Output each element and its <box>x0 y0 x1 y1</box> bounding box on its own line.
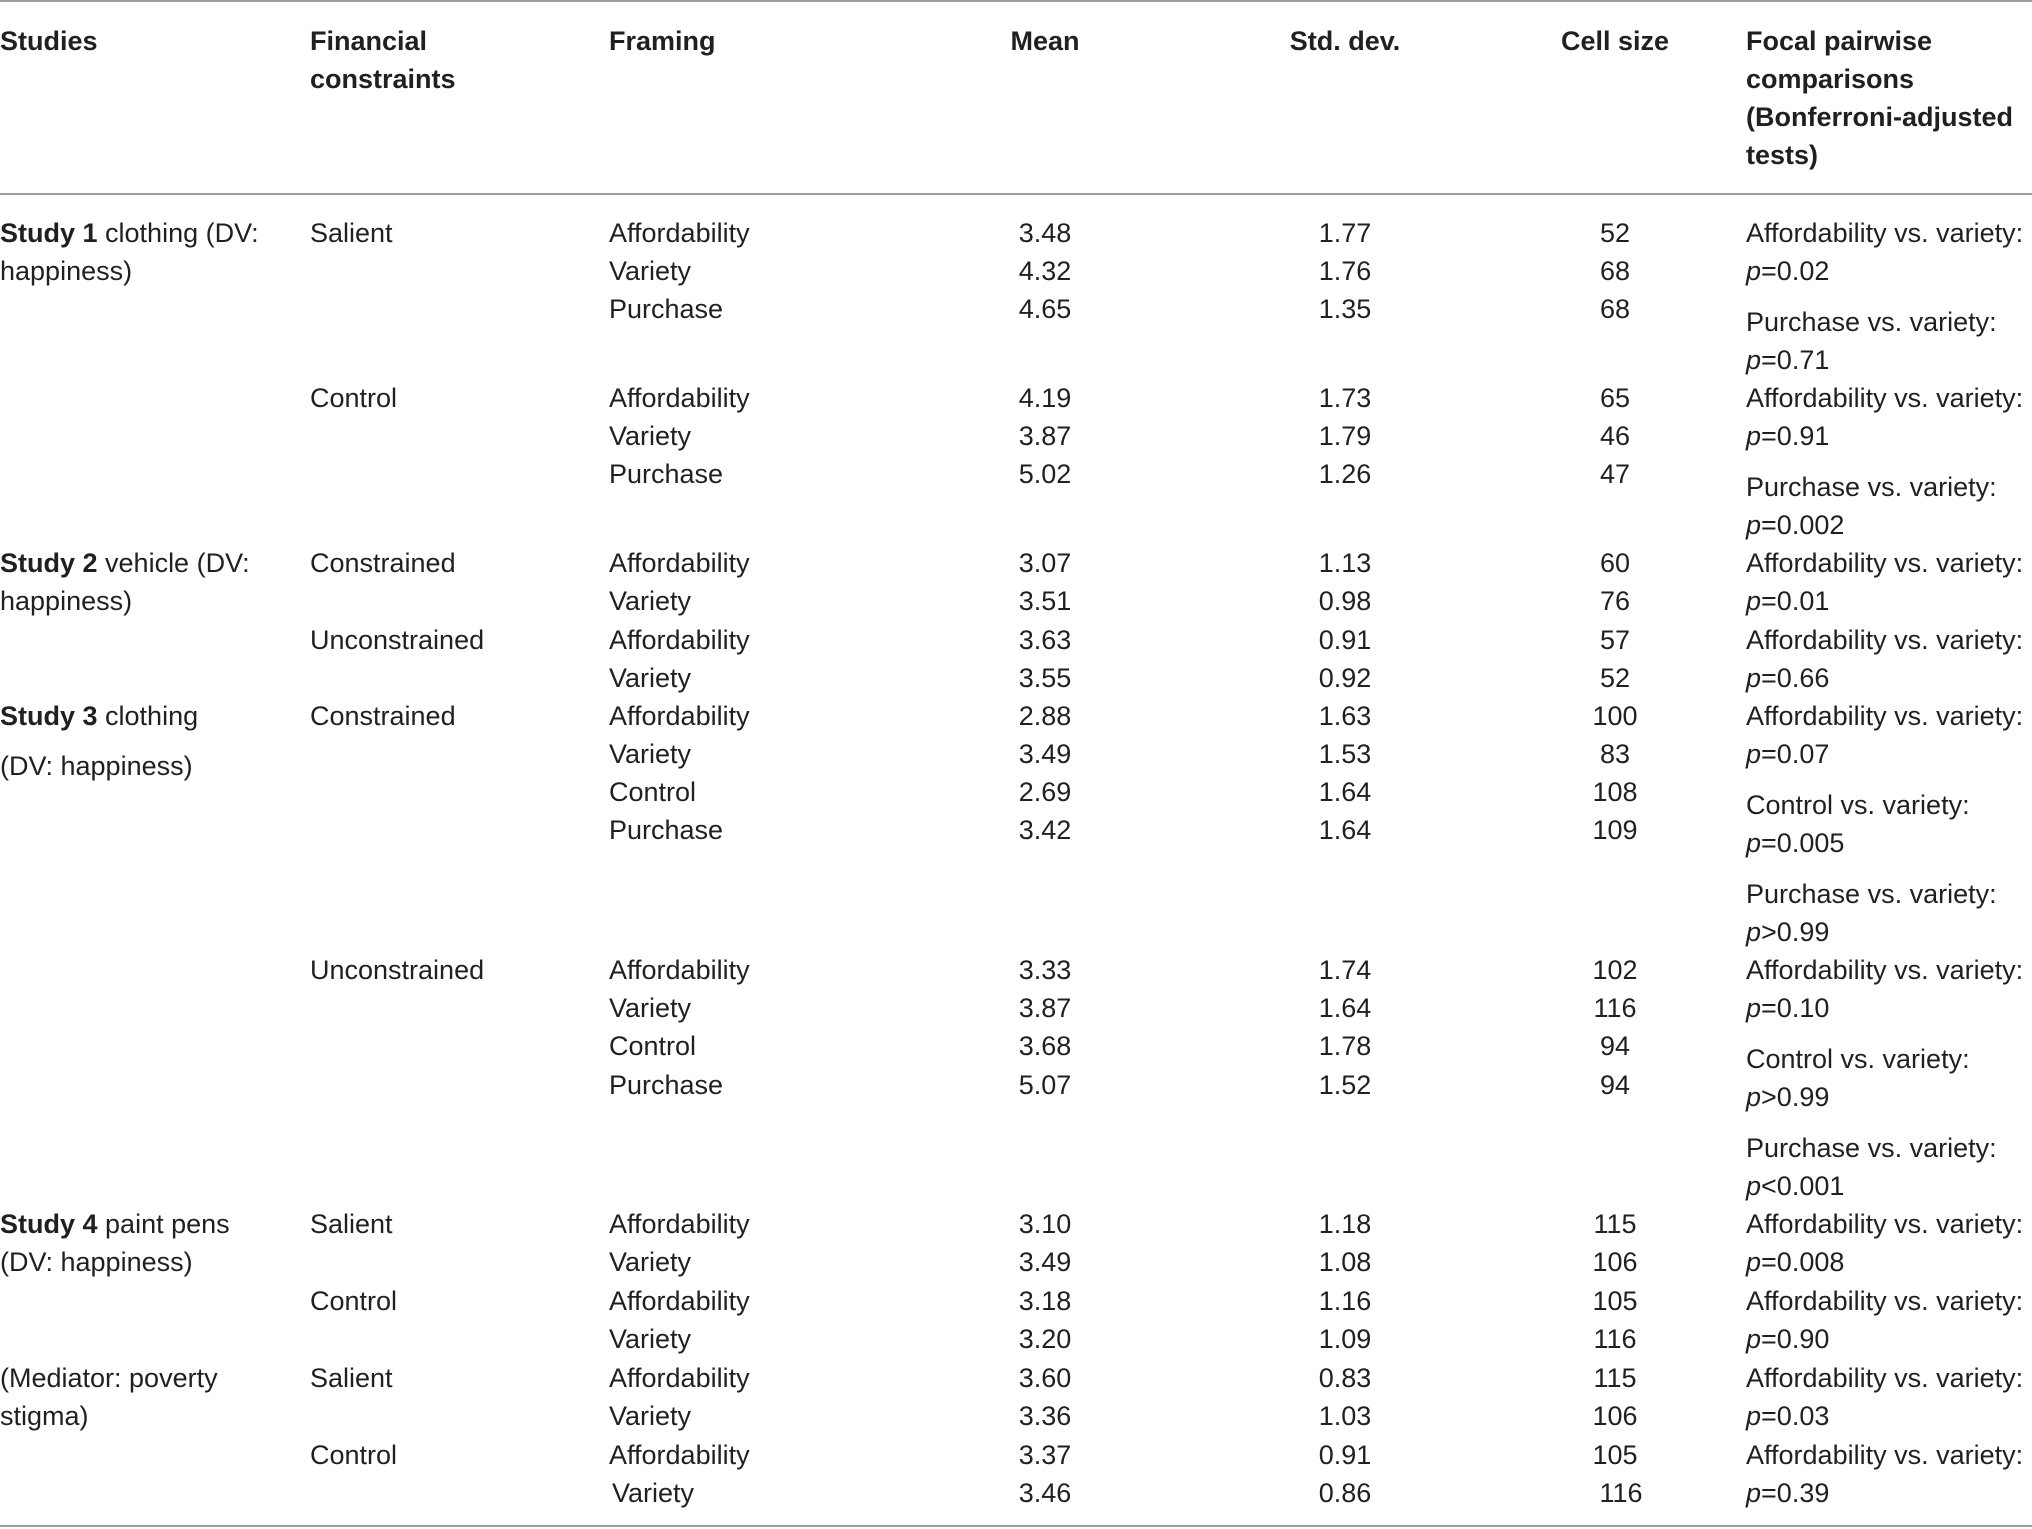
p-symbol: p <box>1746 917 1762 947</box>
sd-cell: 1.74 <box>1318 955 1372 985</box>
p-symbol: p <box>1746 1082 1762 1112</box>
sd-cell: 1.35 <box>1318 294 1372 324</box>
financial-cell: Constrained <box>310 548 456 578</box>
p-symbol: p <box>1746 993 1762 1023</box>
framing-cell: Affordability <box>609 1440 750 1470</box>
mean-cell: 3.20 <box>1018 1324 1072 1354</box>
sd-cell: 1.13 <box>1318 548 1372 578</box>
mean-cell: 3.37 <box>1018 1440 1072 1470</box>
cell-size-cell: 105 <box>1592 1440 1638 1470</box>
cell-size-cell: 60 <box>1599 548 1631 578</box>
p-value: =0.71 <box>1761 345 1830 375</box>
focal-label: Affordability vs. variety: <box>1746 1363 2024 1393</box>
sd-cell: 1.78 <box>1318 1031 1372 1061</box>
focal-label: Affordability vs. variety: <box>1746 625 2024 655</box>
cell-size-cell: 46 <box>1599 421 1631 451</box>
header-focal-line4: tests) <box>1746 140 1819 170</box>
cell-size-cell: 102 <box>1592 955 1638 985</box>
sd-cell: 1.63 <box>1318 701 1372 731</box>
focal-label: Purchase vs. variety: <box>1746 307 1997 337</box>
sd-cell: 0.92 <box>1318 663 1372 693</box>
focal-pvalue <box>1746 341 1829 379</box>
framing-cell: Variety <box>609 1401 692 1431</box>
focal-label: Purchase vs. variety: <box>1746 1133 1997 1163</box>
framing-cell: Affordability <box>609 1363 750 1393</box>
framing-cell: Purchase <box>609 815 724 845</box>
study-4-line2: (DV: happiness) <box>0 1247 193 1277</box>
mean-cell: 3.60 <box>1018 1363 1072 1393</box>
mean-cell: 5.02 <box>1018 459 1072 489</box>
study-3-rest: clothing <box>97 701 199 731</box>
mean-cell: 2.88 <box>1018 701 1072 731</box>
sd-cell: 1.18 <box>1318 1209 1372 1239</box>
sd-cell: 0.91 <box>1318 1440 1372 1470</box>
sd-cell: 0.83 <box>1318 1363 1372 1393</box>
focal-label: Purchase vs. variety: <box>1746 472 1997 502</box>
p-symbol: p <box>1746 1324 1762 1354</box>
study-4-bold: Study 4 <box>0 1209 98 1239</box>
cell-size-cell: 65 <box>1599 383 1631 413</box>
focal-label: Affordability vs. variety: <box>1746 701 2024 731</box>
focal-pvalue <box>1746 1243 1844 1281</box>
mean-cell: 3.36 <box>1018 1401 1072 1431</box>
cell-size-cell: 76 <box>1599 586 1631 616</box>
framing-cell: Variety <box>609 1247 692 1277</box>
header-focal-line2: comparisons <box>1746 64 1915 94</box>
p-symbol: p <box>1746 345 1762 375</box>
focal-pvalue <box>1746 913 1829 951</box>
p-symbol: p <box>1746 828 1762 858</box>
framing-cell: Affordability <box>609 548 750 578</box>
mean-cell: 3.51 <box>1018 586 1072 616</box>
focal-label: Affordability vs. variety: <box>1746 383 2024 413</box>
framing-cell: Affordability <box>609 383 750 413</box>
header-mean: Mean <box>1010 26 1080 56</box>
p-symbol: p <box>1746 1401 1762 1431</box>
cell-size-cell: 68 <box>1599 256 1631 286</box>
framing-cell: Control <box>609 1031 697 1061</box>
study-1-label <box>0 214 259 252</box>
focal-pvalue <box>1746 1078 1829 1116</box>
p-value: =0.39 <box>1761 1478 1830 1508</box>
framing-cell: Affordability <box>609 218 750 248</box>
financial-cell: Salient <box>310 1209 393 1239</box>
study-4-mediator-line1: (Mediator: poverty <box>0 1363 218 1393</box>
p-symbol: p <box>1746 739 1762 769</box>
study-4-rest: paint pens <box>97 1209 230 1239</box>
sd-cell: 1.64 <box>1318 777 1372 807</box>
bottom-rule <box>0 1525 2032 1527</box>
sd-cell: 0.98 <box>1318 586 1372 616</box>
framing-cell: Purchase <box>609 294 724 324</box>
p-symbol: p <box>1746 1478 1762 1508</box>
mean-cell: 3.49 <box>1018 739 1072 769</box>
sd-cell: 1.64 <box>1318 815 1372 845</box>
study-2-bold: Study 2 <box>0 548 98 578</box>
financial-cell: Constrained <box>310 701 456 731</box>
financial-cell: Salient <box>310 218 393 248</box>
p-symbol: p <box>1746 1171 1762 1201</box>
mean-cell: 3.87 <box>1018 421 1072 451</box>
cell-size-cell: 57 <box>1599 625 1631 655</box>
mean-cell: 3.48 <box>1018 218 1072 248</box>
mean-cell: 3.10 <box>1018 1209 1072 1239</box>
sd-cell: 1.03 <box>1318 1401 1372 1431</box>
p-value: =0.03 <box>1761 1401 1830 1431</box>
mean-cell: 2.69 <box>1018 777 1072 807</box>
cell-size-cell: 116 <box>1593 1324 1637 1354</box>
cell-size-cell: 83 <box>1599 739 1631 769</box>
mean-cell: 5.07 <box>1018 1070 1072 1100</box>
sd-cell: 1.77 <box>1318 218 1372 248</box>
mean-cell: 4.65 <box>1018 294 1072 324</box>
mean-cell: 3.63 <box>1018 625 1072 655</box>
header-framing: Framing <box>609 26 716 56</box>
cell-size-cell: 115 <box>1593 1209 1637 1239</box>
focal-label: Affordability vs. variety: <box>1746 955 2024 985</box>
financial-cell: Unconstrained <box>310 955 485 985</box>
framing-cell: Variety <box>609 993 692 1023</box>
focal-label: Affordability vs. variety: <box>1746 548 2024 578</box>
p-symbol: p <box>1746 421 1762 451</box>
framing-cell: Affordability <box>609 1286 750 1316</box>
study-1-rest: clothing (DV: <box>97 218 259 248</box>
cell-size-cell: 106 <box>1592 1247 1638 1277</box>
mean-cell: 3.68 <box>1018 1031 1072 1061</box>
p-symbol: p <box>1746 586 1762 616</box>
sd-cell: 1.52 <box>1318 1070 1372 1100</box>
header-cell-size: Cell size <box>1560 26 1670 56</box>
header-focal-line1: Focal pairwise <box>1746 26 1933 56</box>
p-value: =0.90 <box>1761 1324 1830 1354</box>
sd-cell: 0.86 <box>1318 1478 1372 1508</box>
mean-cell: 4.32 <box>1018 256 1072 286</box>
framing-cell: Affordability <box>609 625 750 655</box>
cell-size-cell: 115 <box>1593 1363 1637 1393</box>
framing-cell: Variety <box>612 1478 695 1508</box>
mean-cell: 3.42 <box>1018 815 1072 845</box>
financial-cell: Control <box>310 1440 398 1470</box>
framing-cell: Affordability <box>609 701 750 731</box>
study-1-line2: happiness) <box>0 256 133 286</box>
p-value: =0.008 <box>1761 1247 1845 1277</box>
focal-pvalue <box>1746 1474 1829 1512</box>
p-value: =0.002 <box>1761 510 1845 540</box>
cell-size-cell: 47 <box>1599 459 1631 489</box>
study-3-line2: (DV: happiness) <box>0 751 193 781</box>
study-2-label <box>0 544 250 582</box>
sd-cell: 1.26 <box>1318 459 1372 489</box>
mean-cell: 3.87 <box>1018 993 1072 1023</box>
mean-cell: 3.49 <box>1018 1247 1072 1277</box>
focal-pvalue <box>1746 1320 1829 1358</box>
study-3-bold: Study 3 <box>0 701 98 731</box>
p-value: =0.005 <box>1761 828 1845 858</box>
mean-cell: 3.33 <box>1018 955 1072 985</box>
p-value: <0.001 <box>1761 1171 1845 1201</box>
focal-label: Affordability vs. variety: <box>1746 1209 2024 1239</box>
study-2-rest: vehicle (DV: <box>97 548 250 578</box>
header-focal-line3: (Bonferroni-adjusted <box>1746 102 2013 132</box>
sd-cell: 1.53 <box>1318 739 1372 769</box>
sd-cell: 0.91 <box>1318 625 1372 655</box>
header-std-dev: Std. dev. <box>1289 26 1401 56</box>
study-2-line2: happiness) <box>0 586 133 616</box>
mean-cell: 3.07 <box>1018 548 1072 578</box>
cell-size-cell: 109 <box>1592 815 1638 845</box>
study-1-bold: Study 1 <box>0 218 98 248</box>
focal-label: Affordability vs. variety: <box>1746 218 2024 248</box>
p-symbol: p <box>1746 663 1762 693</box>
framing-cell: Affordability <box>609 955 750 985</box>
framing-cell: Variety <box>609 1324 692 1354</box>
sd-cell: 1.79 <box>1318 421 1372 451</box>
cell-size-cell: 116 <box>1593 993 1637 1023</box>
p-value: >0.99 <box>1761 917 1830 947</box>
mean-cell: 4.19 <box>1018 383 1072 413</box>
mean-cell: 3.18 <box>1018 1286 1072 1316</box>
framing-cell: Variety <box>609 256 692 286</box>
financial-cell: Control <box>310 383 398 413</box>
focal-pvalue <box>1746 735 1829 773</box>
sd-cell: 1.09 <box>1318 1324 1372 1354</box>
sd-cell: 1.64 <box>1318 993 1372 1023</box>
focal-pvalue <box>1746 1167 1844 1205</box>
focal-pvalue <box>1746 824 1844 862</box>
cell-size-cell: 94 <box>1599 1031 1631 1061</box>
framing-cell: Variety <box>609 663 692 693</box>
p-value: >0.99 <box>1761 1082 1830 1112</box>
p-value: =0.07 <box>1761 739 1830 769</box>
cell-size-cell: 108 <box>1592 777 1638 807</box>
financial-cell: Control <box>310 1286 398 1316</box>
cell-size-cell: 106 <box>1592 1401 1638 1431</box>
financial-cell: Unconstrained <box>310 625 485 655</box>
cell-size-cell: 116 <box>1599 1478 1643 1508</box>
p-value: =0.91 <box>1761 421 1830 451</box>
sd-cell: 1.08 <box>1318 1247 1372 1277</box>
cell-size-cell: 68 <box>1599 294 1631 324</box>
framing-cell: Purchase <box>609 459 724 489</box>
p-value: =0.10 <box>1761 993 1830 1023</box>
header-studies: Studies <box>0 26 98 56</box>
p-value: =0.66 <box>1761 663 1830 693</box>
focal-pvalue <box>1746 659 1829 697</box>
p-symbol: p <box>1746 1247 1762 1277</box>
cell-size-cell: 52 <box>1599 218 1631 248</box>
study-4-mediator-line2: stigma) <box>0 1401 89 1431</box>
study-3-label <box>0 697 198 735</box>
p-symbol: p <box>1746 256 1762 286</box>
cell-size-cell: 100 <box>1592 701 1638 731</box>
focal-pvalue <box>1746 1397 1829 1435</box>
focal-pvalue <box>1746 252 1829 290</box>
mean-cell: 3.55 <box>1018 663 1072 693</box>
framing-cell: Variety <box>609 586 692 616</box>
focal-label: Control vs. variety: <box>1746 1044 1970 1074</box>
study-4-label <box>0 1205 230 1243</box>
financial-cell: Salient <box>310 1363 393 1393</box>
focal-pvalue <box>1746 506 1844 544</box>
sd-cell: 1.76 <box>1318 256 1372 286</box>
framing-cell: Control <box>609 777 697 807</box>
header-financial-line1: Financial <box>310 26 428 56</box>
focal-label: Affordability vs. variety: <box>1746 1286 2024 1316</box>
p-symbol: p <box>1746 510 1762 540</box>
sd-cell: 1.16 <box>1318 1286 1372 1316</box>
top-rule <box>0 0 2032 2</box>
sd-cell: 1.73 <box>1318 383 1372 413</box>
focal-pvalue <box>1746 989 1829 1027</box>
focal-label: Purchase vs. variety: <box>1746 879 1997 909</box>
cell-size-cell: 105 <box>1592 1286 1638 1316</box>
header-financial-line2: constraints <box>310 64 456 94</box>
focal-label: Affordability vs. variety: <box>1746 1440 2024 1470</box>
framing-cell: Affordability <box>609 1209 750 1239</box>
framing-cell: Variety <box>609 739 692 769</box>
p-value: =0.01 <box>1761 586 1830 616</box>
framing-cell: Purchase <box>609 1070 724 1100</box>
cell-size-cell: 94 <box>1599 1070 1631 1100</box>
header-rule <box>0 193 2032 195</box>
focal-label: Control vs. variety: <box>1746 790 1970 820</box>
framing-cell: Variety <box>609 421 692 451</box>
p-value: =0.02 <box>1761 256 1830 286</box>
cell-size-cell: 52 <box>1599 663 1631 693</box>
mean-cell: 3.46 <box>1018 1478 1072 1508</box>
focal-pvalue <box>1746 582 1829 620</box>
focal-pvalue <box>1746 417 1829 455</box>
